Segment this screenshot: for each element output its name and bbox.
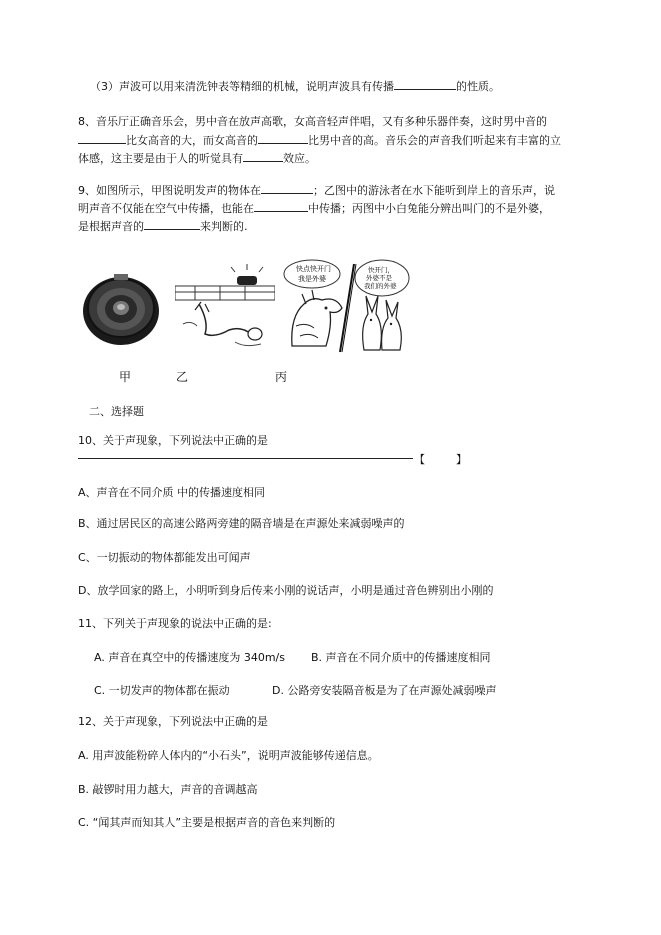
figure-caption-bing: 丙 <box>275 370 288 384</box>
question-12-option-c: C. “闻其声而知其人”主要是根据声音的音色来判断的 <box>78 816 336 829</box>
speech-bubble-text: 快点快开门 <box>296 265 331 273</box>
question-text: 的性质。 <box>456 80 500 93</box>
question-text: 来判断的. <box>200 220 248 233</box>
question-11-stem: 11、下列关于声现象的说法中正确的是: <box>78 617 272 630</box>
answer-blank <box>78 133 126 144</box>
question-text: 中传播；丙图中小白兔能分辨出叫门的不是外婆， <box>308 202 550 215</box>
question-12-option-a: A. 用声波能粉碎人体内的“小石头”，说明声波能够传递信息。 <box>78 749 379 762</box>
question-11-option-c: C. 一切发声的物体都在振动 <box>94 684 230 697</box>
answer-blank <box>261 183 313 194</box>
figure-caption-jia: 甲 <box>119 370 132 384</box>
speech-bubble-text: 快开门， <box>368 266 394 274</box>
question-9-line-3 <box>78 219 248 234</box>
answer-blank <box>394 79 456 90</box>
question-text: 比女高音的大，而女高音的 <box>126 134 258 147</box>
section-heading: 二、选择题 <box>89 405 144 418</box>
question-10-option-c: C、一切振动的物体都能发出可闻声 <box>78 551 251 564</box>
rabbit-cartoon-figure <box>282 256 412 356</box>
figure-caption-yi: 乙 <box>176 370 189 384</box>
answer-blank <box>144 219 200 230</box>
speech-bubble-text: 外婆不是 <box>366 274 392 282</box>
question-text: 明声音不仅能在空气中传播，也能在 <box>78 202 254 215</box>
question-11-option-a: A. 声音在真空中的传播速度为 340m/s <box>94 651 285 664</box>
question-10-stem: 10、关于声现象，下列说法中正确的是 <box>78 434 268 447</box>
question-3-subpart <box>90 79 500 94</box>
question-12-stem: 12、关于声现象，下列说法中正确的是 <box>78 715 268 728</box>
question-text: 9、如图所示，甲图说明发声的物体在 <box>78 184 261 197</box>
speech-bubble-text: 我是外婆 <box>298 275 326 283</box>
bracket-left: 【 <box>414 453 425 466</box>
question-10-option-d: D、放学回家的路上，小明听到身后传来小刚的说话声，小明是通过音色辨别出小刚的 <box>78 584 494 597</box>
question-12-option-b: B. 敲锣时用力越大，声音的音调越高 <box>78 783 258 796</box>
question-text: 效应。 <box>283 152 316 165</box>
question-text: 比男中音的高。音乐会的声音我们听起来有丰富的立 <box>308 134 561 147</box>
question-9-line-2 <box>78 201 550 216</box>
question-text: 是根据声音的 <box>78 220 144 233</box>
question-text: （3）声波可以用来清洗钟表等精细的机械，说明声波具有传播 <box>90 80 394 93</box>
question-text: ；乙图中的游泳者在水下能听到岸上的音乐声，说 <box>313 184 555 197</box>
speaker-figure <box>80 268 162 350</box>
speech-bubble-text: 我们的外婆 <box>364 282 397 290</box>
question-text: 体感，这主要是由于人的听觉具有 <box>78 152 243 165</box>
answer-blank <box>243 151 283 162</box>
question-10-option-a: A、声音在不同介质 中的传播速度相同 <box>78 486 266 499</box>
answer-blank <box>258 133 308 144</box>
question-10-option-b: B、通过居民区的高速公路两旁建的隔音墙是在声源处来减弱噪声的 <box>78 517 405 530</box>
question-8-line-1: 8、音乐厅正确音乐会，男中音在放声高歌，女高音轻声伴唱，又有多种乐器伴奏，这时男中音的 <box>78 115 547 128</box>
answer-blank <box>254 201 308 212</box>
question-9-line-1 <box>78 183 555 198</box>
swimmer-figure <box>175 264 275 356</box>
question-11-option-b: B. 声音在不同介质中的传播速度相同 <box>311 651 491 664</box>
answer-line <box>78 458 413 459</box>
bracket-right: 】 <box>456 453 467 466</box>
question-8-line-3 <box>78 151 316 166</box>
question-11-option-d: D. 公路旁安装隔音板是为了在声源处减弱噪声 <box>272 684 497 697</box>
question-8-line-2 <box>78 133 561 148</box>
